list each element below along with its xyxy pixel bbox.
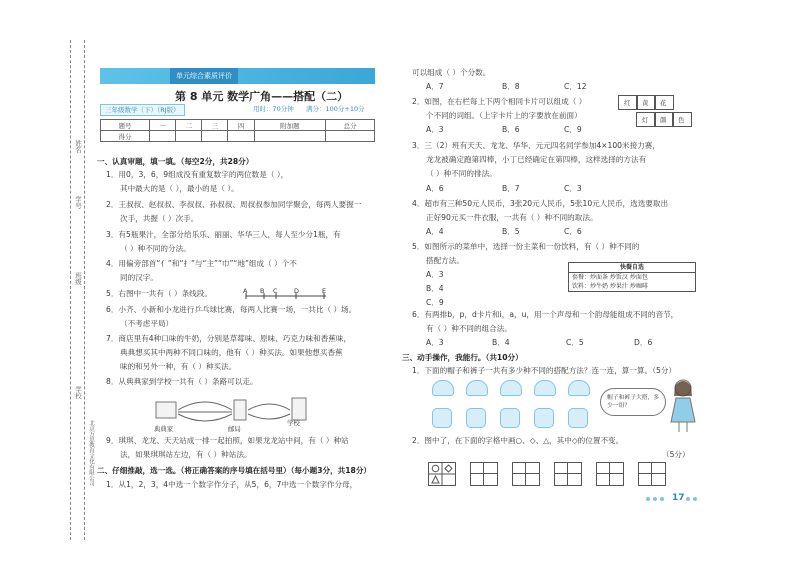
score-input-cell[interactable]: [326, 131, 375, 142]
q1-6-line2: （不考虑平局）: [120, 319, 174, 328]
pants-image[interactable]: [568, 408, 588, 428]
name-label: 姓名: [74, 140, 82, 153]
q2-5-option-b[interactable]: B．4: [426, 284, 444, 293]
score-cell: 一: [150, 120, 176, 131]
hat-image[interactable]: [466, 380, 488, 396]
page-dot: [646, 497, 650, 501]
banner-tag: 单元综合素质评价: [170, 68, 238, 84]
word-card: [636, 95, 656, 110]
q2-4-option-a[interactable]: A．4: [426, 227, 444, 236]
school-label: 学校: [74, 386, 82, 399]
q2-4-line2: 正好90元买一件衣服，一共有（ ）种不同的取法。: [426, 213, 598, 222]
class-label: 班级: [74, 272, 82, 285]
grid-divider: [639, 473, 665, 474]
grid-divider: [609, 463, 610, 485]
q2-2-option-b[interactable]: B．6: [502, 125, 520, 134]
grid-divider: [597, 473, 623, 474]
binding-line-2: [84, 40, 85, 540]
student-id-label: 学号: [74, 196, 82, 209]
q1-2-line1: 2．王叔叔、赵叔叔、李叔叔、孙叔叔、周叔叔参加同学聚会，每两人要握一: [106, 200, 362, 209]
q2-6-line1: 6．有两排b，p，d卡片和i，a，u，用一个声母和一个韵母能组成不同的音节，: [412, 310, 679, 319]
speech-bubble: [600, 388, 666, 416]
q1-1-line2: 其中最大的是（ ），最小的是（ ）。: [120, 184, 239, 193]
score-input-cell[interactable]: [228, 131, 254, 142]
score-cell: 得分: [101, 131, 150, 142]
pants-image[interactable]: [466, 408, 486, 428]
menu-title: 快餐自选: [569, 263, 695, 273]
segment-label: E: [322, 287, 327, 295]
word-card-text: 色: [678, 116, 685, 124]
word-card-text: 灯: [642, 116, 649, 124]
map-label-home: 典典家: [154, 425, 174, 433]
word-card-text: 黄: [642, 99, 649, 107]
q2-6-option-a[interactable]: A．3: [426, 338, 444, 347]
score-table: [100, 119, 375, 142]
q1-7-line2: 典典想买其中两种不同口味的，他有（ ）种买法。如果他想买香蕉: [120, 348, 343, 357]
grid-divider: [471, 473, 497, 474]
menu-row: 饮料：炒牛奶 炒果汁 炒咖啡: [572, 283, 648, 290]
q2-3-line2: 龙龙被确定跑第四棒，小丁已经确定在第四棒，这样选择的方法有: [426, 155, 647, 164]
girl-illustration: [668, 378, 698, 434]
speech-bubble-text: 帽子和裤子大搭，多少一组？: [607, 395, 660, 409]
section3-heading: 三、动手操作，我能行。（共10分）: [402, 353, 523, 362]
q1-3-line1: 3．有5瓶果汁，全部分给乐乐、丽丽、华华三人，每人至少分1瓶，有: [106, 230, 341, 239]
hat-image[interactable]: [534, 380, 556, 396]
word-card: [672, 112, 692, 127]
drawing-grid[interactable]: [638, 462, 666, 486]
q1-1-line1: 1．用0，3，6，9组成没有重复数字的两位数是（ ），: [106, 170, 289, 179]
q2-5-option-c[interactable]: C．9: [426, 298, 444, 307]
word-card-text: 颜: [660, 116, 667, 124]
word-card: [618, 95, 638, 110]
drawing-grid[interactable]: [554, 462, 582, 486]
publisher-vertical: 北京万思教育文化有限公司: [88, 420, 94, 486]
q1-9-line2: 法，如果琪琪站左边，有（ ）种站法。: [120, 450, 252, 459]
score-input-cell[interactable]: [176, 131, 202, 142]
q2-4-line1: 4．超市有三种50元人民币，3张20元人民币，5张10元人民币，选选要取出: [412, 199, 669, 208]
q1-7-line3: 味的和另外一种，有（ ）种买法。: [120, 362, 237, 371]
pants-image[interactable]: [500, 408, 520, 428]
page-dot: [653, 497, 657, 501]
q3-1-text: 1．下面的帽子和裤子一共有多少种不同的搭配方法？连一连，算一算。（5分）: [412, 366, 677, 375]
time-label: 用时：70分钟: [253, 105, 294, 113]
segment-label: C: [273, 287, 278, 295]
hat-image[interactable]: [432, 380, 454, 396]
q2-3-option-c[interactable]: C．3: [564, 184, 582, 193]
word-card: [654, 95, 674, 110]
score-cell: 总分: [326, 120, 375, 131]
q3-2-score: （5分）: [662, 450, 690, 459]
grid-divider: [513, 473, 539, 474]
q2-5-line1: 5．如图所示的菜单中，选择一份主菜和一份饮料，有（ ）种不同的: [412, 242, 640, 251]
menu-table: [568, 262, 696, 292]
grid-divider: [651, 463, 652, 485]
full-score-label: 满分：100分+10分: [306, 105, 365, 113]
q1-8-line: 8．从典典家到学校一共有（ ）条路可以走。: [106, 377, 258, 386]
drawing-grid[interactable]: [512, 462, 540, 486]
grid-divider: [525, 463, 526, 485]
example-grid: [428, 462, 456, 486]
q2-2-option-a[interactable]: A．3: [426, 125, 444, 134]
q1-3-line2: （ ）种不同的分法。: [120, 244, 191, 253]
score-cell: 二: [176, 120, 202, 131]
map-label-school: 学校: [287, 419, 300, 427]
word-card-text: 花: [660, 99, 667, 107]
q1-6-line1: 6．小齐、小新和小龙进行乒乓球比赛，每两人比赛一场，一共比（ ）场。: [106, 305, 357, 314]
q2-1-line1: 1．从1，2，3，4中选一个数字作分子，从5，6，7中选一个数字作分母，: [106, 480, 358, 489]
grid-divider: [555, 473, 581, 474]
map-label-post: 邮局: [228, 425, 241, 433]
grid-divider: [483, 463, 484, 485]
q2-1-line2: 可以组成（ ）个分数。: [412, 68, 491, 77]
score-table-row: [101, 131, 375, 142]
q2-6-option-b[interactable]: B．4: [492, 338, 510, 347]
q2-1-option-a[interactable]: A．7: [426, 82, 444, 91]
score-cell: 附加题: [254, 120, 326, 131]
page-dot: [693, 497, 697, 501]
grade-tag: 三年级数学（下）（RJ版）: [100, 104, 185, 116]
q2-1-option-b[interactable]: B．8: [502, 82, 520, 91]
drawing-grid[interactable]: [596, 462, 624, 486]
hat-image[interactable]: [568, 380, 590, 396]
q1-7-line1: 7．商店里有4种口味的牛奶，分别是草莓味、原味、巧克力味和香蕉味，: [106, 334, 352, 343]
section1-heading: 一、认真审题，填一填。（每空2分，共28分）: [97, 157, 254, 166]
q2-5-line2: 搭配方法。: [426, 256, 464, 265]
q2-3-option-a[interactable]: A．6: [426, 184, 444, 193]
page-dot: [660, 497, 664, 501]
q2-6-option-d[interactable]: D．6: [634, 338, 653, 347]
q1-2-line2: 次手，共握（ ）次手。: [120, 214, 199, 223]
page-dot: [686, 497, 690, 501]
q1-5-line: 5．右图中一共有（ ）条线段。: [106, 289, 212, 298]
binding-line: [70, 40, 71, 540]
score-input-cell[interactable]: [150, 131, 176, 142]
score-cell: 题号: [101, 120, 150, 131]
q3-2-text: 2．图中了，在下面的字格中画○、◇、△，其中◇的位置不变。: [412, 436, 624, 445]
q1-4-line1: 4．用偏旁部首“亻”和“扌”与“主”“巾”“地”组成（ ）个不: [106, 259, 297, 268]
hat-image[interactable]: [500, 380, 522, 396]
word-card-text: 红: [624, 99, 631, 107]
segment-label: D: [294, 287, 299, 295]
menu-row: 套餐：炒面条 炒饭汉 炒面包: [572, 274, 648, 281]
score-input-cell[interactable]: [202, 131, 228, 142]
q2-1-option-c[interactable]: C．12: [564, 82, 587, 91]
q2-3-option-b[interactable]: B．7: [502, 184, 520, 193]
q1-4-line2: 同的汉字。: [120, 273, 158, 282]
word-card: [636, 112, 656, 127]
score-cell: 三: [202, 120, 228, 131]
segment-label: A: [243, 287, 248, 295]
example-grid-shapes: [429, 463, 455, 485]
page-number: 17: [672, 493, 685, 503]
q2-6-line2: 有（ ）种不同的组合法。: [426, 324, 512, 333]
q2-6-option-c[interactable]: C．5: [566, 338, 584, 347]
q2-3-line1: 3．三（2）班有天天、龙龙、华华、元元四名同学参加4×100米接力赛，: [412, 141, 660, 150]
pants-image[interactable]: [534, 408, 554, 428]
q2-2-line1: 2．如图，在右栏每上下两个相同卡片可以组成（ ）: [412, 97, 587, 106]
pants-image[interactable]: [432, 408, 452, 428]
score-cell: 四: [228, 120, 254, 131]
q2-4-option-c[interactable]: C．6: [564, 227, 582, 236]
q2-5-option-a[interactable]: A．3: [426, 270, 444, 279]
q2-2-line2: 个不同的词组。（上字卡片上的字要放在前面）: [426, 111, 582, 120]
segment-label: B: [260, 287, 265, 295]
score-input-cell[interactable]: [254, 131, 326, 142]
word-card: [654, 112, 674, 127]
line-segment-diagram: [244, 284, 330, 302]
q2-2-option-c[interactable]: C．9: [564, 125, 582, 134]
drawing-grid[interactable]: [470, 462, 498, 486]
section2-heading: 二、仔细推敲，选一选。（将正确答案的序号填在括号里）（每小题3分，共18分）: [97, 466, 372, 475]
q1-9-line1: 9．琪琪、龙龙、天天站成一排一起拍照，如果龙龙站中间，有（ ）种站: [106, 436, 349, 445]
grid-divider: [567, 463, 568, 485]
page-title: 第 8 单元 数学广角——搭配（二）: [175, 90, 349, 103]
q2-3-line3: （ ）种不同的排法。: [426, 169, 497, 178]
q2-4-option-b[interactable]: B．5: [502, 227, 520, 236]
score-table-header-row: [101, 120, 375, 131]
